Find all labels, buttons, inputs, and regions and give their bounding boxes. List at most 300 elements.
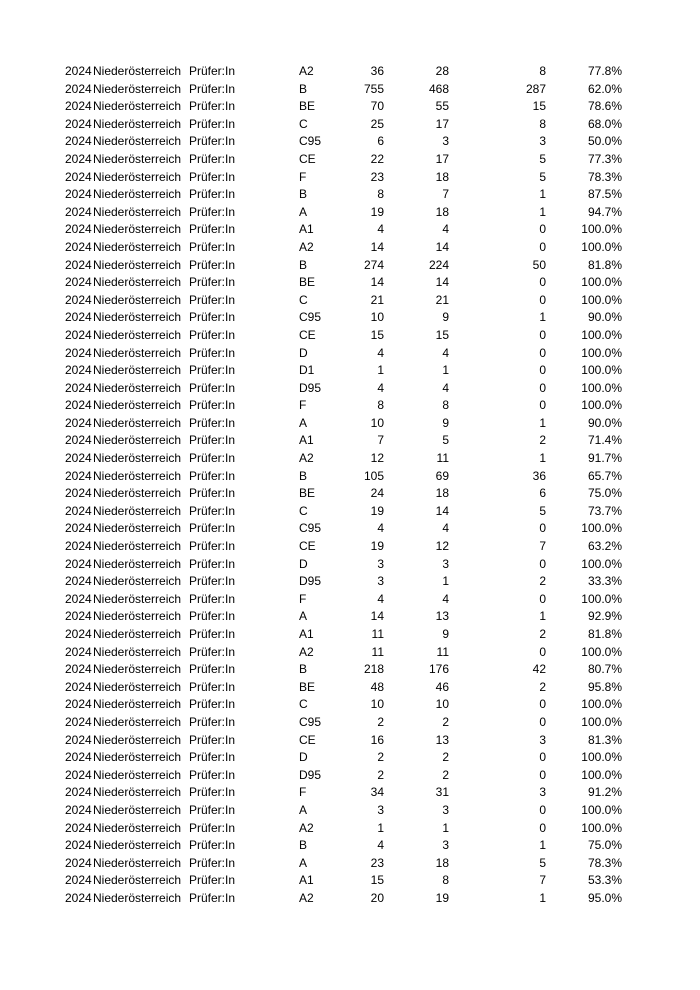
cell-passed: 224 bbox=[428, 257, 449, 272]
cell-total: 274 bbox=[363, 257, 384, 272]
cell-region: Niederösterreich bbox=[93, 609, 182, 624]
cell-year: 2024 bbox=[65, 609, 92, 624]
cell-year: 2024 bbox=[65, 855, 92, 870]
cell-role: Prüfer:In bbox=[189, 433, 236, 448]
cell-pass-rate: 75.0% bbox=[587, 838, 622, 853]
cell-region: Niederösterreich bbox=[93, 134, 182, 149]
cell-pass-rate: 62.0% bbox=[587, 81, 622, 96]
cell-total: 4 bbox=[377, 380, 384, 395]
spreadsheet-table bbox=[0, 63, 700, 908]
cell-passed: 8 bbox=[442, 873, 449, 888]
cell-license-class: B bbox=[299, 187, 308, 202]
cell-license-class: B bbox=[299, 662, 308, 677]
table-row bbox=[0, 784, 700, 802]
cell-license-class: BE bbox=[299, 486, 316, 501]
cell-year: 2024 bbox=[65, 64, 92, 78]
cell-failed: 42 bbox=[532, 662, 546, 677]
cell-failed: 0 bbox=[539, 802, 546, 817]
cell-license-class: A1 bbox=[299, 222, 314, 237]
cell-role: Prüfer:In bbox=[189, 363, 236, 378]
cell-total: 16 bbox=[370, 732, 384, 747]
table-row bbox=[0, 802, 700, 820]
cell-role: Prüfer:In bbox=[189, 134, 236, 149]
cell-total: 8 bbox=[377, 398, 384, 413]
cell-passed: 15 bbox=[435, 327, 449, 342]
cell-passed: 8 bbox=[442, 398, 449, 413]
table-row bbox=[0, 116, 700, 134]
cell-role: Prüfer:In bbox=[189, 644, 236, 659]
cell-license-class: A1 bbox=[299, 627, 314, 641]
cell-region: Niederösterreich bbox=[93, 697, 182, 712]
cell-year: 2024 bbox=[65, 222, 92, 237]
cell-role: Prüfer:In bbox=[189, 714, 236, 729]
cell-total: 19 bbox=[370, 539, 384, 554]
cell-role: Prüfer:In bbox=[189, 415, 236, 430]
cell-passed: 4 bbox=[442, 345, 449, 360]
cell-year: 2024 bbox=[65, 398, 92, 413]
cell-pass-rate: 81.8% bbox=[587, 257, 622, 272]
cell-pass-rate: 75.0% bbox=[587, 486, 622, 501]
cell-role: Prüfer:In bbox=[189, 204, 236, 219]
cell-failed: 0 bbox=[539, 345, 546, 360]
cell-failed: 50 bbox=[532, 257, 546, 272]
cell-year: 2024 bbox=[65, 838, 92, 853]
cell-year: 2024 bbox=[65, 169, 92, 184]
cell-pass-rate: 91.2% bbox=[587, 785, 622, 800]
cell-region: Niederösterreich bbox=[93, 732, 182, 747]
cell-region: Niederösterreich bbox=[93, 838, 182, 853]
cell-passed: 14 bbox=[435, 503, 449, 518]
cell-failed: 1 bbox=[539, 609, 546, 624]
cell-role: Prüfer:In bbox=[189, 345, 236, 360]
cell-license-class: BE bbox=[299, 679, 316, 694]
cell-passed: 3 bbox=[442, 802, 449, 817]
cell-pass-rate: 100.0% bbox=[581, 380, 622, 395]
cell-region: Niederösterreich bbox=[93, 81, 182, 96]
cell-total: 25 bbox=[370, 116, 384, 131]
cell-region: Niederösterreich bbox=[93, 644, 182, 659]
cell-region: Niederösterreich bbox=[93, 591, 182, 606]
cell-total: 23 bbox=[370, 855, 384, 870]
cell-role: Prüfer:In bbox=[189, 380, 236, 395]
cell-passed: 1 bbox=[442, 363, 449, 378]
cell-total: 3 bbox=[377, 556, 384, 571]
cell-year: 2024 bbox=[65, 644, 92, 659]
cell-pass-rate: 100.0% bbox=[581, 327, 622, 342]
table-row bbox=[0, 696, 700, 714]
cell-passed: 3 bbox=[442, 134, 449, 149]
cell-license-class: C bbox=[299, 697, 308, 712]
cell-failed: 3 bbox=[539, 134, 546, 149]
cell-year: 2024 bbox=[65, 327, 92, 342]
cell-region: Niederösterreich bbox=[93, 327, 182, 342]
cell-total: 11 bbox=[371, 627, 384, 641]
cell-year: 2024 bbox=[65, 714, 92, 729]
cell-pass-rate: 100.0% bbox=[581, 275, 622, 290]
cell-failed: 0 bbox=[539, 327, 546, 342]
cell-role: Prüfer:In bbox=[189, 574, 236, 589]
cell-license-class: A2 bbox=[299, 644, 314, 659]
cell-region: Niederösterreich bbox=[93, 363, 182, 378]
table-row bbox=[0, 133, 700, 151]
cell-license-class: D95 bbox=[299, 380, 322, 395]
table-row bbox=[0, 345, 700, 363]
cell-failed: 5 bbox=[539, 503, 546, 518]
cell-year: 2024 bbox=[65, 433, 92, 448]
cell-failed: 0 bbox=[539, 521, 546, 536]
cell-total: 22 bbox=[370, 151, 384, 166]
cell-role: Prüfer:In bbox=[189, 785, 236, 800]
cell-role: Prüfer:In bbox=[189, 873, 236, 888]
cell-passed: 4 bbox=[442, 521, 449, 536]
cell-passed: 5 bbox=[442, 433, 449, 448]
cell-role: Prüfer:In bbox=[189, 451, 236, 466]
cell-year: 2024 bbox=[65, 81, 92, 96]
cell-failed: 2 bbox=[539, 433, 546, 448]
cell-year: 2024 bbox=[65, 345, 92, 360]
cell-license-class: C95 bbox=[299, 310, 322, 325]
cell-year: 2024 bbox=[65, 697, 92, 712]
table-row bbox=[0, 608, 700, 626]
cell-pass-rate: 78.3% bbox=[587, 169, 622, 184]
cell-passed: 14 bbox=[435, 275, 449, 290]
cell-license-class: D95 bbox=[299, 574, 322, 589]
cell-pass-rate: 77.3% bbox=[587, 151, 622, 166]
cell-passed: 11 bbox=[436, 644, 449, 659]
cell-passed: 9 bbox=[442, 415, 449, 430]
cell-role: Prüfer:In bbox=[189, 767, 236, 782]
cell-license-class: C bbox=[299, 116, 308, 131]
cell-year: 2024 bbox=[65, 539, 92, 554]
cell-total: 15 bbox=[370, 873, 384, 888]
cell-passed: 18 bbox=[435, 204, 449, 219]
cell-role: Prüfer:In bbox=[189, 732, 236, 747]
cell-total: 3 bbox=[377, 574, 384, 589]
cell-year: 2024 bbox=[65, 802, 92, 817]
table-row bbox=[0, 274, 700, 292]
cell-total: 19 bbox=[370, 503, 384, 518]
table-row bbox=[0, 872, 700, 890]
cell-failed: 0 bbox=[539, 275, 546, 290]
cell-region: Niederösterreich bbox=[93, 574, 182, 589]
cell-failed: 8 bbox=[539, 116, 546, 131]
cell-license-class: A2 bbox=[299, 890, 314, 905]
cell-pass-rate: 100.0% bbox=[581, 750, 622, 765]
cell-role: Prüfer:In bbox=[189, 468, 236, 483]
cell-pass-rate: 90.0% bbox=[587, 415, 622, 430]
cell-total: 4 bbox=[377, 838, 384, 853]
cell-license-class: F bbox=[299, 398, 307, 413]
cell-year: 2024 bbox=[65, 785, 92, 800]
cell-region: Niederösterreich bbox=[93, 451, 182, 466]
table-row bbox=[0, 309, 700, 327]
table-row bbox=[0, 151, 700, 169]
cell-failed: 7 bbox=[539, 873, 546, 888]
cell-pass-rate: 53.3% bbox=[587, 873, 622, 888]
cell-failed: 5 bbox=[539, 151, 546, 166]
cell-total: 34 bbox=[370, 785, 384, 800]
cell-license-class: CE bbox=[299, 151, 316, 166]
table-row bbox=[0, 538, 700, 556]
cell-pass-rate: 78.6% bbox=[587, 99, 622, 114]
cell-year: 2024 bbox=[65, 679, 92, 694]
cell-region: Niederösterreich bbox=[93, 380, 182, 395]
cell-pass-rate: 100.0% bbox=[581, 222, 622, 237]
cell-total: 20 bbox=[370, 890, 384, 905]
cell-region: Niederösterreich bbox=[93, 521, 182, 536]
cell-license-class: F bbox=[299, 591, 307, 606]
cell-passed: 18 bbox=[435, 855, 449, 870]
table-row bbox=[0, 556, 700, 574]
table-row bbox=[0, 767, 700, 785]
cell-region: Niederösterreich bbox=[93, 345, 182, 360]
cell-failed: 0 bbox=[539, 697, 546, 712]
cell-failed: 0 bbox=[539, 556, 546, 571]
cell-pass-rate: 33.3% bbox=[587, 574, 622, 589]
cell-region: Niederösterreich bbox=[93, 820, 182, 835]
cell-total: 11 bbox=[371, 644, 384, 659]
table-row bbox=[0, 63, 700, 81]
cell-passed: 2 bbox=[442, 750, 449, 765]
cell-pass-rate: 91.7% bbox=[587, 451, 622, 466]
table-row bbox=[0, 503, 700, 521]
cell-pass-rate: 71.4% bbox=[587, 433, 622, 448]
cell-region: Niederösterreich bbox=[93, 539, 182, 554]
cell-role: Prüfer:In bbox=[189, 239, 236, 254]
table-row bbox=[0, 644, 700, 662]
cell-failed: 2 bbox=[539, 574, 546, 589]
cell-region: Niederösterreich bbox=[93, 398, 182, 413]
cell-license-class: D bbox=[299, 556, 308, 571]
cell-total: 2 bbox=[377, 750, 384, 765]
cell-passed: 19 bbox=[435, 890, 449, 905]
cell-year: 2024 bbox=[65, 750, 92, 765]
cell-failed: 0 bbox=[539, 398, 546, 413]
table-row bbox=[0, 837, 700, 855]
cell-role: Prüfer:In bbox=[189, 627, 236, 641]
cell-region: Niederösterreich bbox=[93, 802, 182, 817]
table-row bbox=[0, 591, 700, 609]
cell-region: Niederösterreich bbox=[93, 433, 182, 448]
cell-role: Prüfer:In bbox=[189, 169, 236, 184]
cell-role: Prüfer:In bbox=[189, 222, 236, 237]
cell-total: 105 bbox=[363, 468, 384, 483]
cell-pass-rate: 90.0% bbox=[587, 310, 622, 325]
cell-region: Niederösterreich bbox=[93, 64, 182, 78]
table-row bbox=[0, 520, 700, 538]
cell-license-class: D95 bbox=[299, 767, 322, 782]
cell-role: Prüfer:In bbox=[189, 398, 236, 413]
cell-license-class: C95 bbox=[299, 714, 322, 729]
cell-failed: 1 bbox=[539, 451, 546, 466]
cell-region: Niederösterreich bbox=[93, 415, 182, 430]
cell-pass-rate: 77.8% bbox=[587, 64, 622, 78]
cell-license-class: D bbox=[299, 750, 308, 765]
cell-pass-rate: 78.3% bbox=[587, 855, 622, 870]
cell-total: 48 bbox=[370, 679, 384, 694]
cell-year: 2024 bbox=[65, 556, 92, 571]
cell-passed: 17 bbox=[435, 116, 449, 131]
table-row bbox=[0, 468, 700, 486]
cell-passed: 46 bbox=[435, 679, 449, 694]
cell-role: Prüfer:In bbox=[189, 64, 236, 78]
cell-region: Niederösterreich bbox=[93, 468, 182, 483]
cell-year: 2024 bbox=[65, 662, 92, 677]
cell-role: Prüfer:In bbox=[189, 662, 236, 677]
cell-role: Prüfer:In bbox=[189, 310, 236, 325]
cell-passed: 468 bbox=[428, 81, 449, 96]
cell-total: 4 bbox=[377, 222, 384, 237]
cell-passed: 31 bbox=[435, 785, 449, 800]
cell-region: Niederösterreich bbox=[93, 750, 182, 765]
table-row bbox=[0, 890, 700, 908]
cell-license-class: C bbox=[299, 503, 308, 518]
cell-passed: 7 bbox=[442, 187, 449, 202]
cell-total: 24 bbox=[370, 486, 384, 501]
cell-failed: 1 bbox=[539, 838, 546, 853]
cell-total: 14 bbox=[370, 609, 384, 624]
table-row bbox=[0, 81, 700, 99]
cell-region: Niederösterreich bbox=[93, 855, 182, 870]
cell-total: 4 bbox=[377, 345, 384, 360]
cell-total: 15 bbox=[370, 327, 384, 342]
cell-role: Prüfer:In bbox=[189, 292, 236, 307]
cell-region: Niederösterreich bbox=[93, 151, 182, 166]
cell-role: Prüfer:In bbox=[189, 187, 236, 202]
cell-total: 4 bbox=[377, 591, 384, 606]
cell-year: 2024 bbox=[65, 187, 92, 202]
cell-region: Niederösterreich bbox=[93, 169, 182, 184]
cell-year: 2024 bbox=[65, 116, 92, 131]
cell-failed: 0 bbox=[539, 820, 546, 835]
table-row bbox=[0, 432, 700, 450]
cell-pass-rate: 100.0% bbox=[581, 398, 622, 413]
cell-license-class: A bbox=[299, 609, 308, 624]
cell-pass-rate: 94.7% bbox=[587, 204, 622, 219]
cell-pass-rate: 100.0% bbox=[581, 239, 622, 254]
cell-passed: 12 bbox=[435, 539, 449, 554]
table-row bbox=[0, 362, 700, 380]
cell-region: Niederösterreich bbox=[93, 503, 182, 518]
cell-failed: 287 bbox=[525, 81, 546, 96]
cell-role: Prüfer:In bbox=[189, 116, 236, 131]
table-row bbox=[0, 573, 700, 591]
cell-failed: 0 bbox=[539, 363, 546, 378]
cell-license-class: CE bbox=[299, 539, 316, 554]
cell-role: Prüfer:In bbox=[189, 539, 236, 554]
cell-role: Prüfer:In bbox=[189, 750, 236, 765]
cell-pass-rate: 100.0% bbox=[581, 292, 622, 307]
cell-total: 7 bbox=[377, 433, 384, 448]
cell-total: 36 bbox=[370, 64, 384, 78]
cell-license-class: A bbox=[299, 415, 308, 430]
cell-failed: 5 bbox=[539, 169, 546, 184]
cell-failed: 7 bbox=[539, 539, 546, 554]
cell-total: 755 bbox=[363, 81, 384, 96]
table-row bbox=[0, 169, 700, 187]
cell-total: 12 bbox=[370, 451, 384, 466]
cell-region: Niederösterreich bbox=[93, 204, 182, 219]
cell-year: 2024 bbox=[65, 204, 92, 219]
cell-license-class: C bbox=[299, 292, 308, 307]
cell-failed: 8 bbox=[539, 64, 546, 78]
cell-year: 2024 bbox=[65, 486, 92, 501]
cell-license-class: B bbox=[299, 257, 308, 272]
cell-pass-rate: 100.0% bbox=[581, 820, 622, 835]
cell-pass-rate: 100.0% bbox=[581, 363, 622, 378]
cell-failed: 0 bbox=[539, 591, 546, 606]
table-row bbox=[0, 749, 700, 767]
cell-role: Prüfer:In bbox=[189, 855, 236, 870]
cell-role: Prüfer:In bbox=[189, 151, 236, 166]
cell-license-class: A2 bbox=[299, 451, 314, 466]
table-row bbox=[0, 239, 700, 257]
cell-total: 10 bbox=[370, 415, 384, 430]
cell-year: 2024 bbox=[65, 767, 92, 782]
cell-license-class: B bbox=[299, 81, 308, 96]
cell-license-class: A2 bbox=[299, 820, 314, 835]
cell-role: Prüfer:In bbox=[189, 81, 236, 96]
cell-role: Prüfer:In bbox=[189, 503, 236, 518]
cell-region: Niederösterreich bbox=[93, 187, 182, 202]
cell-pass-rate: 100.0% bbox=[581, 556, 622, 571]
cell-role: Prüfer:In bbox=[189, 486, 236, 501]
cell-passed: 176 bbox=[428, 662, 449, 677]
cell-license-class: CE bbox=[299, 327, 316, 342]
cell-passed: 3 bbox=[442, 556, 449, 571]
cell-passed: 21 bbox=[435, 292, 449, 307]
cell-region: Niederösterreich bbox=[93, 873, 182, 888]
cell-total: 2 bbox=[377, 714, 384, 729]
cell-region: Niederösterreich bbox=[93, 767, 182, 782]
cell-region: Niederösterreich bbox=[93, 275, 182, 290]
cell-year: 2024 bbox=[65, 380, 92, 395]
cell-failed: 1 bbox=[539, 890, 546, 905]
cell-failed: 0 bbox=[539, 644, 546, 659]
cell-failed: 1 bbox=[539, 204, 546, 219]
cell-year: 2024 bbox=[65, 873, 92, 888]
cell-role: Prüfer:In bbox=[189, 609, 236, 624]
cell-year: 2024 bbox=[65, 627, 92, 641]
cell-failed: 0 bbox=[539, 380, 546, 395]
cell-pass-rate: 100.0% bbox=[581, 767, 622, 782]
cell-role: Prüfer:In bbox=[189, 820, 236, 835]
cell-total: 8 bbox=[377, 187, 384, 202]
cell-passed: 4 bbox=[442, 380, 449, 395]
table-row bbox=[0, 257, 700, 275]
cell-passed: 2 bbox=[442, 714, 449, 729]
cell-failed: 5 bbox=[539, 855, 546, 870]
table-row bbox=[0, 450, 700, 468]
cell-region: Niederösterreich bbox=[93, 556, 182, 571]
cell-passed: 28 bbox=[435, 64, 449, 78]
cell-pass-rate: 95.0% bbox=[587, 890, 622, 905]
cell-license-class: B bbox=[299, 468, 308, 483]
table-row bbox=[0, 204, 700, 222]
table-row bbox=[0, 626, 700, 644]
cell-year: 2024 bbox=[65, 732, 92, 747]
cell-passed: 9 bbox=[442, 310, 449, 325]
cell-failed: 36 bbox=[532, 468, 546, 483]
cell-year: 2024 bbox=[65, 310, 92, 325]
cell-total: 1 bbox=[377, 820, 384, 835]
table-row bbox=[0, 221, 700, 239]
cell-pass-rate: 87.5% bbox=[587, 187, 622, 202]
cell-passed: 4 bbox=[442, 222, 449, 237]
cell-pass-rate: 95.8% bbox=[587, 679, 622, 694]
cell-license-class: BE bbox=[299, 99, 316, 114]
cell-passed: 11 bbox=[436, 451, 449, 466]
